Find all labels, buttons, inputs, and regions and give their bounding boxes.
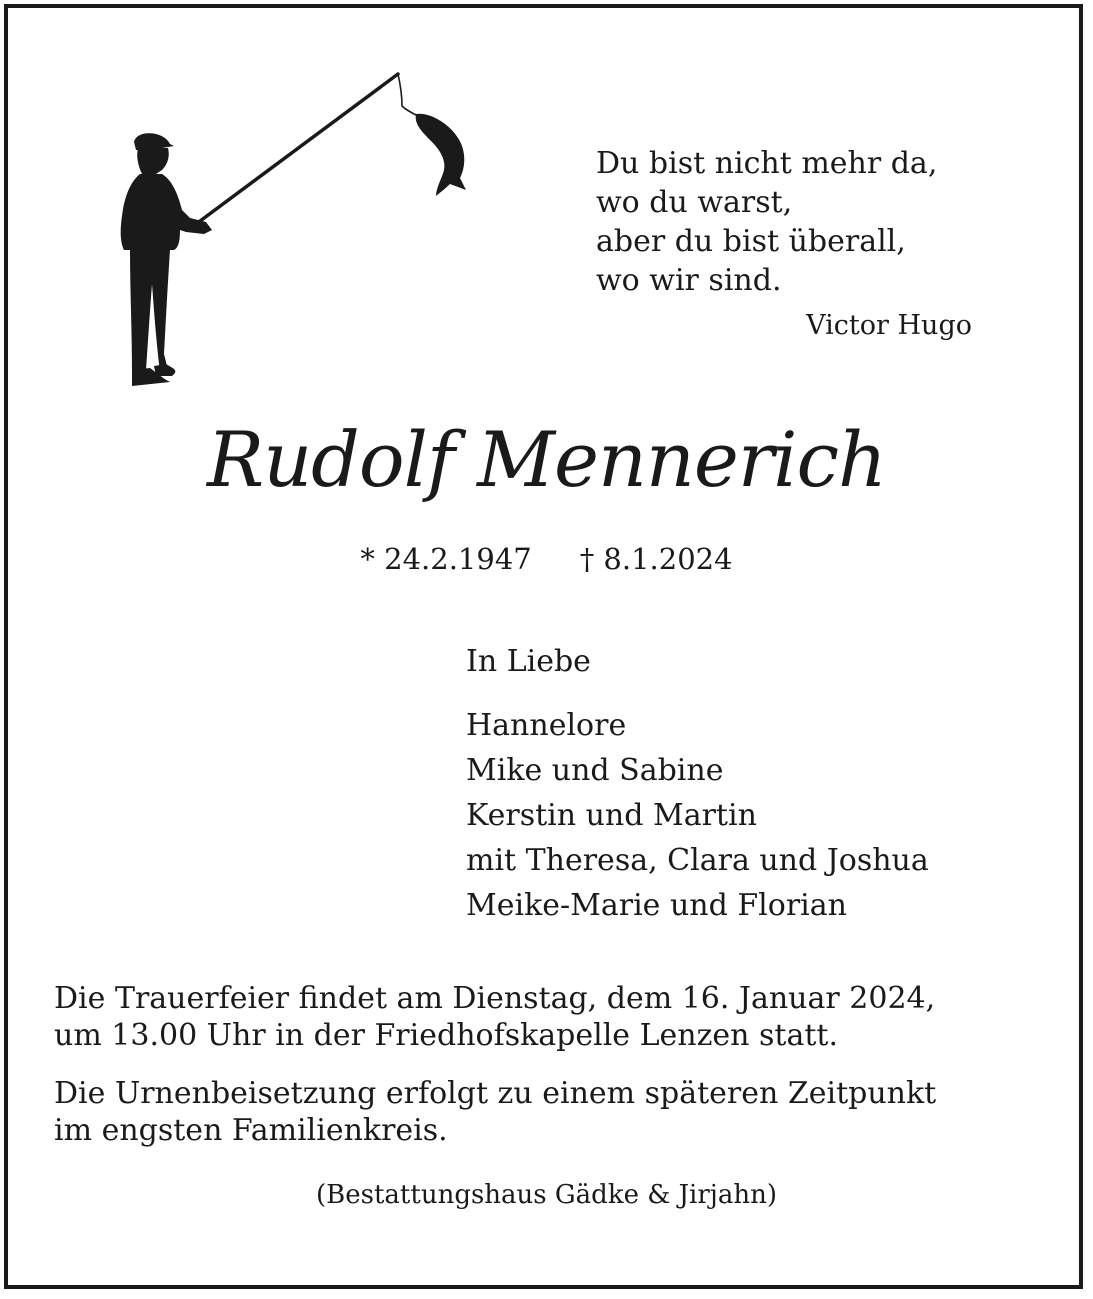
mourner-line: mit Theresa, Clara und Joshua (466, 843, 929, 878)
deceased-name: Rudolf Mennerich (207, 415, 886, 504)
life-dates (0, 542, 1093, 576)
mourner-line: Kerstin und Martin (466, 798, 757, 833)
quote-line: aber du bist überall, (596, 224, 906, 259)
quote-block (596, 144, 937, 300)
mourner-line: Mike und Sabine (466, 753, 724, 788)
birth-date: * 24.2.1947 (360, 542, 532, 576)
funeral-line: um 13.00 Uhr in der Friedhofskapelle Lenzen statt. (54, 1018, 838, 1053)
burial-line: Die Urnenbeisetzung erfolgt zu einem späteren Zeitpunkt (54, 1076, 937, 1111)
funeral-notice (54, 980, 935, 1054)
mourner-line: Hannelore (466, 708, 627, 743)
quote-line: wo wir sind. (596, 263, 782, 298)
quote-author: Victor Hugo (806, 310, 972, 341)
funeral-line: Die Trauerfeier findet am Dienstag, dem 16. Januar 2024, (54, 981, 936, 1016)
undertaker-credit: (Bestattungshaus Gädke & Jirjahn) (316, 1180, 777, 1210)
mourners-list (466, 703, 929, 928)
quote-line: wo du warst, (596, 185, 793, 220)
death-date: † 8.1.2024 (579, 542, 733, 576)
quote-line: Du bist nicht mehr da, (596, 146, 938, 181)
mourners-intro: In Liebe (466, 644, 591, 679)
burial-line: im engsten Familienkreis. (54, 1113, 448, 1148)
fisherman-silhouette-icon (110, 70, 480, 395)
burial-notice (54, 1075, 936, 1149)
mourner-line: Meike-Marie und Florian (466, 888, 847, 923)
